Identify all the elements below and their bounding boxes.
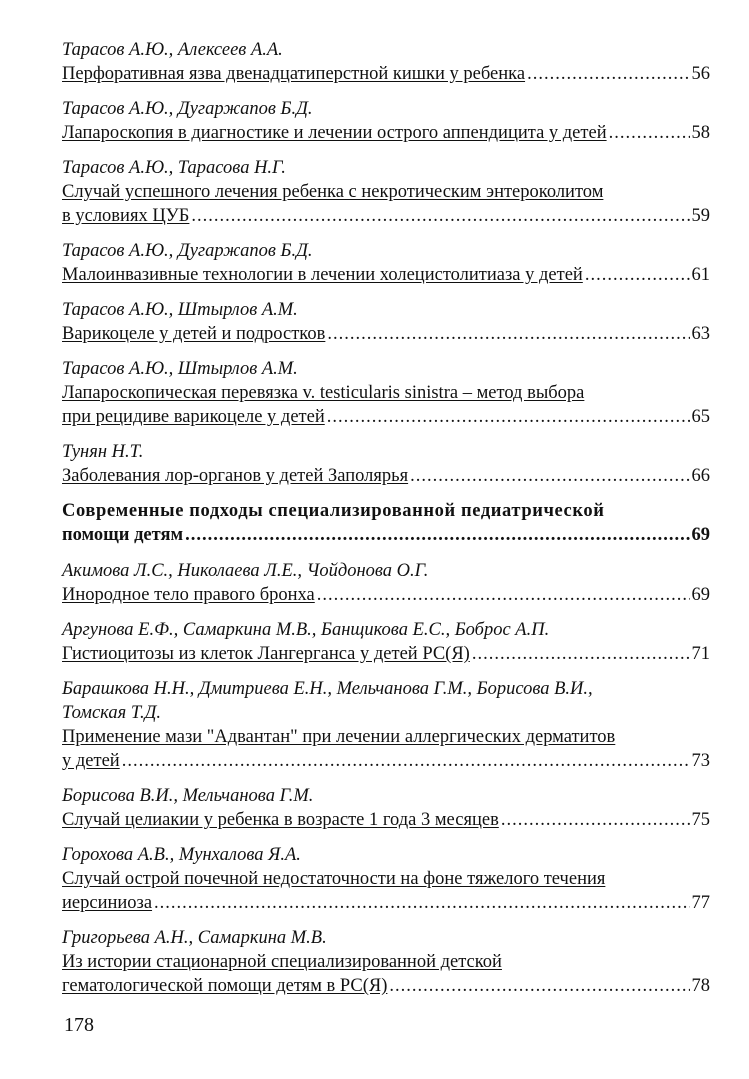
entry-authors: Барашкова Н.Н., Дмитриева Е.Н., Мельчанова Г.М., Борисова В.И.,: [62, 679, 593, 699]
entry-page: 78: [691, 976, 710, 996]
entry-authors: Тунян Н.Т.: [62, 442, 144, 462]
entry-title: Инородное тело правого бронха: [62, 585, 315, 605]
entry-title: иерсиниоза: [62, 893, 153, 913]
entry-authors: Тарасов А.Ю., Дугаржапов Б.Д.: [62, 241, 313, 261]
entry-title-line: [62, 891, 710, 915]
entry-authors: Борисова В.И., Мельчанова Г.М.: [62, 786, 314, 806]
table-of-contents: [62, 38, 710, 1009]
entry-page: 65: [691, 407, 710, 427]
entry-title-line: Случай успешного лечения ребенка с некротическим энтероколитом: [62, 182, 604, 202]
entry-title: гематологической помощи детям в РС(Я): [62, 976, 388, 996]
leader-dots: [389, 974, 689, 998]
entry-title-line: [62, 464, 710, 488]
entry-title-line: Из истории стационарной специализированной детской: [62, 952, 502, 972]
toc-entry: [62, 357, 710, 429]
entry-title: Гистиоцитозы из клеток Лангерганса у детей РС(Я): [62, 644, 470, 664]
entry-page: 59: [691, 206, 710, 226]
section-title-line: [62, 523, 710, 547]
entry-title-line: Применение мази "Адвантан" при лечении аллергических дерматитов: [62, 727, 616, 747]
leader-dots: [317, 583, 690, 607]
toc-entry: [62, 784, 710, 832]
section-title-line: Современные подходы специализированной педиатрической: [62, 501, 605, 521]
entry-title: в условиях ЦУБ: [62, 206, 190, 226]
entry-page: 75: [691, 810, 710, 830]
entry-title-line: Лапароскопическая перевязка v. testicularis sinistra – метод выбора: [62, 383, 585, 403]
entry-authors: Аргунова Е.Ф., Самаркина М.В., Банщикова Е.С., Боброс А.П.: [62, 620, 550, 640]
leader-dots: [527, 62, 689, 86]
entry-title: у детей: [62, 751, 120, 771]
entry-authors: Горохова А.В., Мунхалова Я.А.: [62, 845, 301, 865]
entry-title: Заболевания лор-органов у детей Заполярья: [62, 466, 409, 486]
leader-dots: [154, 891, 689, 915]
entry-page: 66: [691, 466, 710, 486]
toc-entry: [62, 843, 710, 915]
leader-dots: [185, 523, 689, 547]
toc-entry: [62, 156, 710, 228]
entry-title-line: [62, 263, 710, 287]
entry-page: 69: [691, 585, 710, 605]
entry-title: Случай целиакии у ребенка в возрасте 1 года 3 месяцев: [62, 810, 499, 830]
toc-entry: [62, 677, 710, 773]
leader-dots: [472, 642, 690, 666]
leader-dots: [585, 263, 690, 287]
entry-title: Лапароскопия в диагностике и лечении острого аппендицита у детей: [62, 123, 607, 143]
leader-dots: [122, 749, 690, 773]
toc-entry: [62, 97, 710, 145]
entry-page: 63: [691, 324, 710, 344]
section-page: 69: [691, 525, 710, 545]
entry-page: 71: [691, 644, 710, 664]
entry-title: Малоинвазивные технологии в лечении холецистолитиаза у детей: [62, 265, 583, 285]
leader-dots: [501, 808, 690, 832]
section-title: помощи детям: [62, 525, 184, 545]
entry-authors: Томская Т.Д.: [62, 703, 161, 723]
entry-title-line: [62, 749, 710, 773]
toc-entry: [62, 298, 710, 346]
leader-dots: [327, 322, 689, 346]
entry-authors: Тарасов А.Ю., Штырлов А.М.: [62, 300, 298, 320]
entry-page: 61: [691, 265, 710, 285]
page-number: 178: [64, 1014, 94, 1036]
entry-page: 73: [691, 751, 710, 771]
entry-authors: Тарасов А.Ю., Алексеев А.А.: [62, 40, 283, 60]
entry-authors: Григорьева А.Н., Самаркина М.В.: [62, 928, 327, 948]
section-heading: [62, 499, 710, 547]
entry-page: 77: [691, 893, 710, 913]
toc-entry: [62, 239, 710, 287]
entry-title-line: [62, 974, 710, 998]
entry-authors: Тарасов А.Ю., Тарасова Н.Г.: [62, 158, 286, 178]
entry-title-line: [62, 583, 710, 607]
entry-title: при рецидиве варикоцеле у детей: [62, 407, 325, 427]
entry-title-line: [62, 322, 710, 346]
entry-title-line: [62, 405, 710, 429]
entry-title-line: [62, 62, 710, 86]
toc-entry: [62, 926, 710, 998]
entry-title: Перфоративная язва двенадцатиперстной кишки у ребенка: [62, 64, 526, 84]
toc-entry: [62, 440, 710, 488]
entry-title: Варикоцеле у детей и подростков: [62, 324, 326, 344]
entry-title-line: [62, 808, 710, 832]
entry-title-line: [62, 642, 710, 666]
entry-page: 56: [691, 64, 710, 84]
entry-page: 58: [691, 123, 710, 143]
toc-entry: [62, 559, 710, 607]
leader-dots: [609, 121, 690, 145]
entry-authors: Тарасов А.Ю., Дугаржапов Б.Д.: [62, 99, 313, 119]
leader-dots: [327, 405, 690, 429]
leader-dots: [410, 464, 689, 488]
entry-authors: Акимова Л.С., Николаева Л.Е., Чойдонова О.Г.: [62, 561, 429, 581]
entry-title-line: [62, 121, 710, 145]
leader-dots: [191, 204, 689, 228]
toc-entry: [62, 618, 710, 666]
entry-title-line: [62, 204, 710, 228]
entry-title-line: Случай острой почечной недостаточности на фоне тяжелого течения: [62, 869, 606, 889]
toc-entry: [62, 38, 710, 86]
entry-authors: Тарасов А.Ю., Штырлов А.М.: [62, 359, 298, 379]
